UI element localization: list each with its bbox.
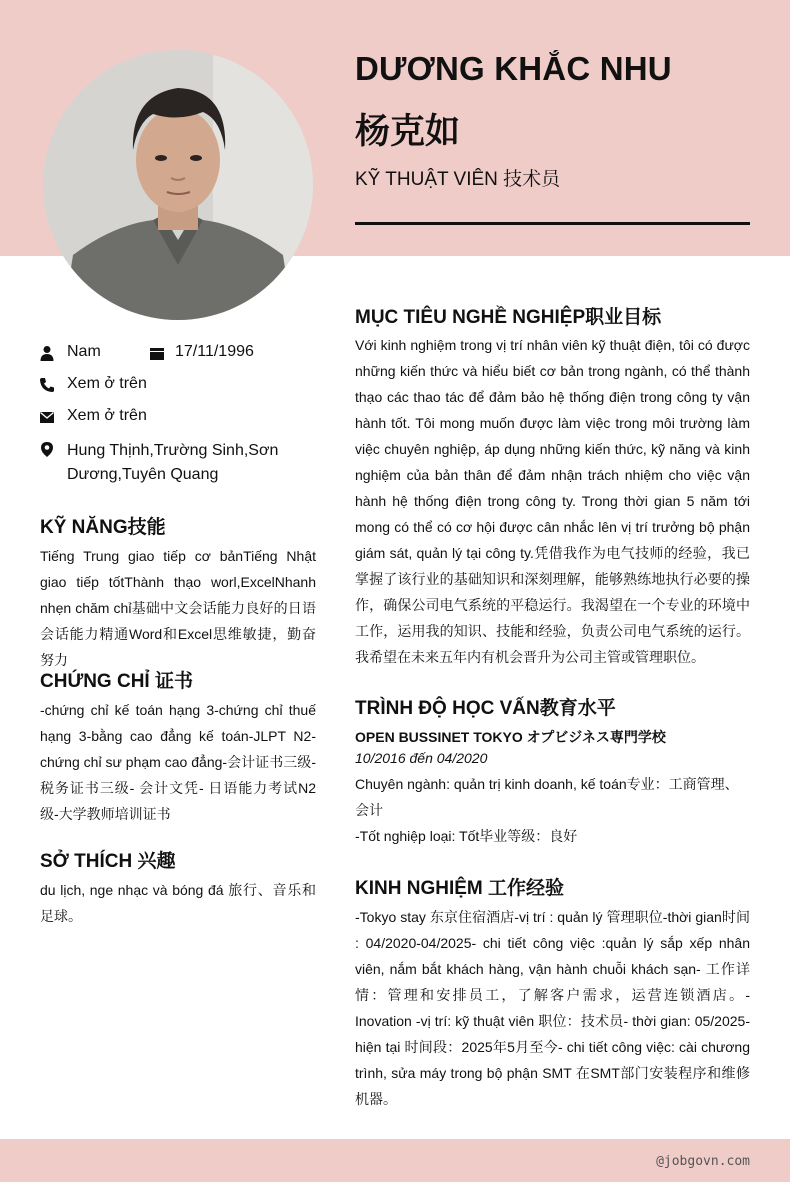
avatar: [43, 50, 313, 320]
education-major: Chuyên ngành: quản trị kinh doanh, kế toán专业：工商管理、会计: [355, 776, 739, 818]
objective-text: Với kinh nghiệm trong vị trí nhân viên kỹ thuật điện, tôi có được những kiến thức và hiểu biết cơ bản trong ngành, có thể thành thạo các thao tác để đảm bảo hệ thống điện trong công ty vận hành tốt. Tôi mong muốn được làm việc trong môi trường làm việc chuyên nghiệp, áp dụng những kiến thức, kỹ năng và kinh nghiệm của bản thân để đảm nhận trách nhiệm cho việc vận hành hệ thống điện trong công ty. Trong thời gian 5 năm tới mong có thể có cơ hội được cân nhắc lên vị trí trưởng bộ phận giám sát, quản lý tại công ty.凭借我作为电气技师的经验，我已掌握了该行业的基础知识和深刻理解，能够熟练地执行必要的操作，确保公司电气系统的平稳运行。我渴望在一个专业的环境中工作，运用我的知识、技能和经验，负责公司电气系统的运行。我希望在未来五年内有机会晋升为公司主管或管理职位。: [355, 337, 750, 665]
certificates-text: -chứng chỉ kế toán hạng 3-chứng chỉ thuế hạng 3-bằng cao đẳng kế toán-JLPT N2-chứng chỉ sư phạm cao đẳng-会计证书三级-税务证书三级- 会计文凭- 日语能力考试N2级-大学教师培训证书: [40, 702, 316, 822]
phone-icon: [39, 377, 55, 393]
candidate-name-chinese: 杨克如: [355, 112, 461, 151]
experience-text: -Tokyo stay 东京住宿酒店-vị trí : quản lý 管理职位-thời gian时间 : 04/2020-04/2025- chi tiết công việc :quản lý sắp xếp nhân viên, nắm bắt khách hàng, vận hành chuỗi khách sạn- 工作详情：管理和安排员工，了解客户需求，运营连锁酒店。-Inovation -vị trí: kỹ thuật viên 职位：技术员- thời gian: 05/2025-hiện tại 时间段：2025年5月至今- chi tiết công việc: cài chương trình, sửa máy trong bộ phận SMT 在SMT部门安装程序和维修机器。: [355, 909, 750, 1107]
portrait-image: [43, 50, 313, 320]
hobbies-title: SỞ THÍCH 兴趣: [40, 851, 176, 872]
gender-value: Nam: [67, 343, 101, 360]
skills-title: KỸ NĂNG技能: [40, 517, 166, 538]
education-school: OPEN BUSSINET TOKYO オプビジネス専門学校: [355, 729, 666, 745]
certificates-title: CHỨNG CHỈ 证书: [40, 671, 193, 692]
header-divider: [355, 222, 750, 225]
objective-title: MỤC TIÊU NGHỀ NGHIỆP职业目标: [355, 307, 662, 328]
candidate-name: DƯƠNG KHẮC NHU: [355, 50, 672, 87]
job-title: KỸ THUẬT VIÊN 技术员: [355, 169, 561, 190]
experience-title: KINH NGHIỆM 工作经验: [355, 878, 565, 899]
skills-text: Tiếng Trung giao tiếp cơ bảnTiếng Nhật giao tiếp tốtThành thạo worl,ExcelNhanh nhẹn chăm chỉ基础中文会话能力良好的日语会话能力精通Word和Excel思维敏捷，勤奋努力: [40, 548, 316, 668]
watermark: @jobgovn.com: [656, 1154, 750, 1169]
education-grade: -Tốt nghiệp loại: Tốt毕业等级：良好: [355, 828, 578, 844]
address-value: Hung Thịnh,Trường Sinh,Sơn Dương,Tuyên Quang: [67, 442, 279, 483]
user-icon: [39, 345, 55, 361]
email-value: Xem ở trên: [67, 407, 147, 424]
education-title: TRÌNH ĐỘ HỌC VẤN教育水平: [355, 698, 616, 719]
calendar-icon: [149, 345, 165, 361]
phone-value: Xem ở trên: [67, 375, 147, 392]
birthday-value: 17/11/1996: [175, 343, 254, 360]
location-icon: [39, 441, 55, 457]
mail-icon: [39, 409, 55, 425]
education-date: 10/2016 đến 04/2020: [355, 750, 488, 766]
hobbies-text: du lịch, nge nhạc và bóng đá 旅行、音乐和足球。: [40, 882, 316, 924]
